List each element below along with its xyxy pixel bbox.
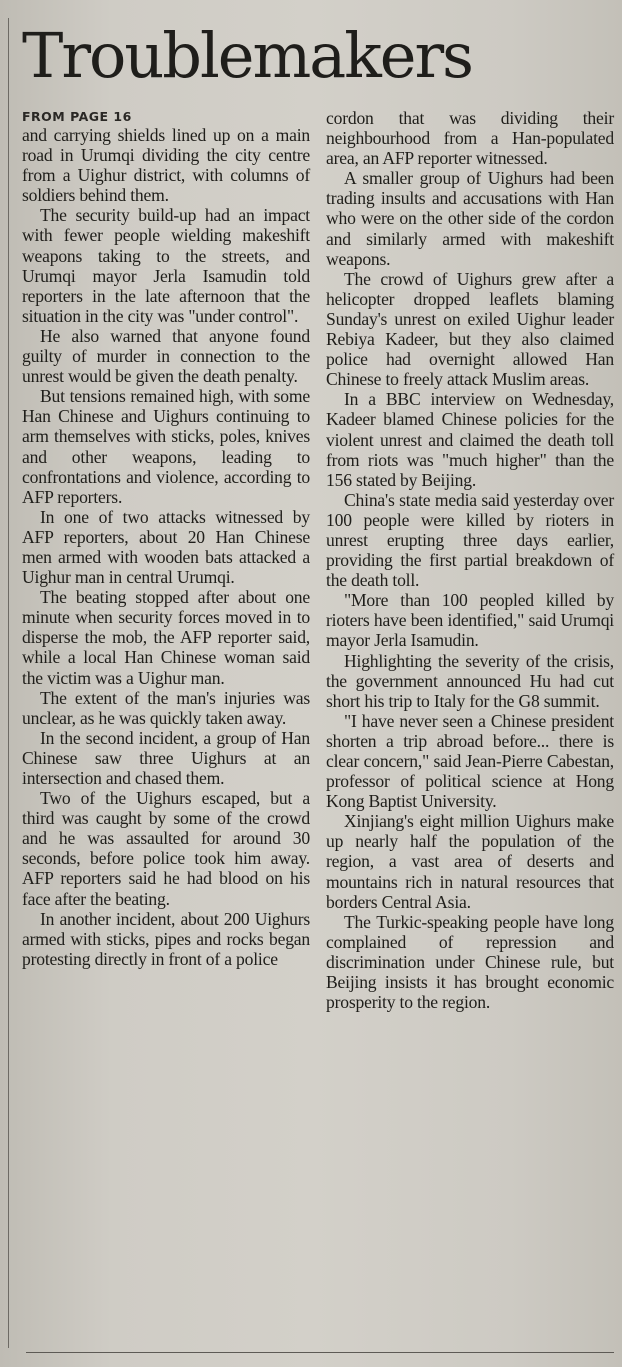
bottom-rule <box>26 1352 614 1353</box>
paragraph: A smaller group of Uighurs had been trading insults and accusations with Han who were on the other side of the cordon and similarly armed with makeshift weapons. <box>326 168 614 269</box>
headline: Troublemakers <box>22 19 472 92</box>
paragraph: The extent of the man's injuries was unclear, as he was quickly taken away. <box>22 687 310 728</box>
paragraph: He also warned that anyone found guilty of murder in connection to the unrest would be given the death penalty. <box>22 325 310 387</box>
paragraph: In the second incident, a group of Han Chinese saw three Uighurs at an intersection and chased them. <box>22 727 310 788</box>
paragraph: In one of two attacks witnessed by AFP reporters, about 20 Han Chinese men armed with wooden bats attacked a Uighur man in central Urumqi. <box>22 506 310 588</box>
paragraph: The beating stopped after about one minute when security forces moved in to disperse the mob, the AFP reporter said, while a local Han Chinese woman said the victim was a Uighur man. <box>22 587 310 688</box>
left-column <box>22 108 310 1012</box>
paragraph: Highlighting the severity of the crisis, the government announced Hu had cut short his trip to Italy for the G8 summit. <box>326 650 614 711</box>
paragraph: "More than 100 peopled killed by rioters have been identified," said Urumqi mayor Jerla Isamudin. <box>326 590 614 651</box>
paragraph: The crowd of Uighurs grew after a helicopter dropped leaflets blaming Sunday's unrest on exiled Uighur leader Rebiya Kadeer, but they also claimed police had overnight allowed Han Chinese to freely attack Muslim areas. <box>326 268 614 390</box>
column-rule-left <box>8 18 9 1348</box>
jump-label: FROM PAGE 16 <box>22 109 132 124</box>
paragraph: Two of the Uighurs escaped, but a third was caught by some of the crowd and he was assaulted for around 30 seconds, before police took him away. AFP reporters said he had blood on his face after the beating. <box>22 788 310 909</box>
paragraph: Xinjiang's eight million Uighurs make up nearly half the population of the region, a vast area of deserts and mountains rich in natural resources that borders Central Asia. <box>326 811 614 912</box>
paragraph: The security build-up had an impact with fewer people wielding makeshift weapons taking to the streets, and Urumqi mayor Jerla Isamudin told reporters in the late afternoon that the situation in the city was "under control". <box>22 205 310 326</box>
right-column <box>326 108 614 1012</box>
paragraph: The Turkic-speaking people have long complained of repression and discrimination under Chinese rule, but Beijing insists it has brought economic prosperity to the region. <box>326 911 614 1013</box>
paragraph: In another incident, about 200 Uighurs armed with sticks, pipes and rocks began protesting directly in front of a police <box>22 908 310 969</box>
paragraph: "I have never seen a Chinese president shorten a trip abroad before... there is clear concern," said Jean-Pierre Cabestan, professor of political science at Hong Kong Baptist University. <box>326 710 614 812</box>
paragraph: China's state media said yesterday over 100 people were killed by rioters in unrest erupting three days earlier, providing the first partial breakdown of the death toll. <box>326 489 614 591</box>
paragraph: But tensions remained high, with some Han Chinese and Uighurs continuing to arm themselves with sticks, poles, knives and other weapons, leading to confrontations and violence, according to AFP reporters. <box>22 386 310 507</box>
paragraph: In a BBC interview on Wednesday, Kadeer blamed Chinese policies for the violent unrest and claimed the death toll from riots was "much higher" than the 156 stated by Beijing. <box>326 389 614 490</box>
paragraph: cordon that was dividing their neighbourhood from a Han-populated area, an AFP reporter witnessed. <box>326 108 614 169</box>
paragraph: and carrying shields lined up on a main road in Urumqi dividing the city centre from a Uighur district, with columns of soldiers behind them. <box>22 125 310 206</box>
article-body <box>22 108 614 1012</box>
